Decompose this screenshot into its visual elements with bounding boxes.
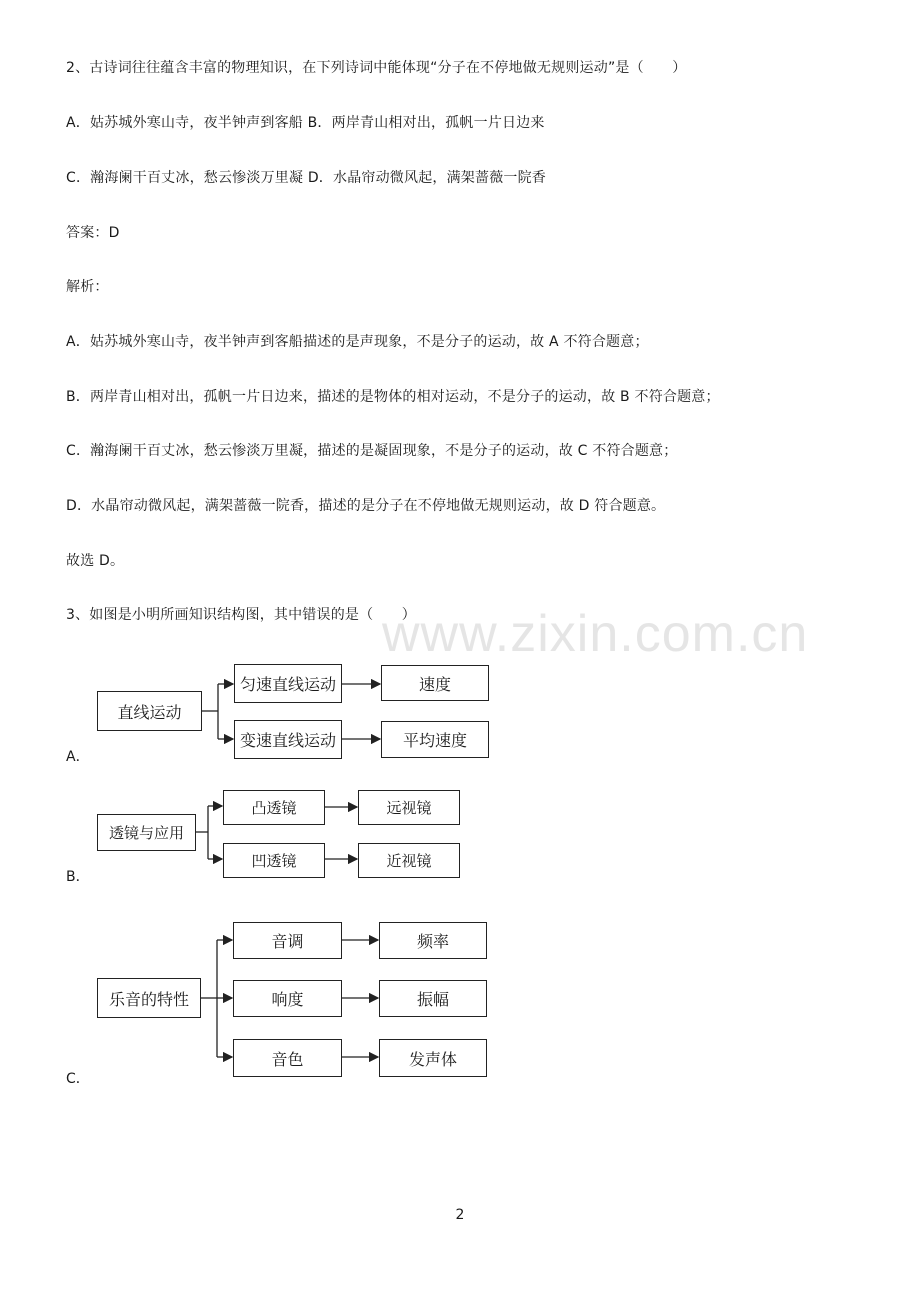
q3-stem: 3、如图是小明所画知识结构图，其中错误的是（ ） [66,607,416,623]
diagram-c-leaf-1: 频率 [379,922,487,959]
q2-analysis-c: C．瀚海阑干百丈冰，愁云惨淡万里凝，描述的是凝固现象，不是分子的运动，故 C 不符合题意； [66,443,678,459]
diagram-b-mid-2: 凹透镜 [223,843,325,878]
diagram-c-leaf-2: 振幅 [379,980,487,1017]
q2-conclusion: 故选 D。 [66,553,125,569]
option-a-label: A． [66,749,90,765]
option-c-label: C． [66,1071,90,1087]
page-number: 2 [455,1207,465,1223]
watermark: www.zixin.com.cn [382,605,809,663]
q2-stem: 2、古诗词往往蕴含丰富的物理知识，在下列诗词中能体现“分子在不停地做无规则运动”是（ ） [66,60,687,76]
q2-options-cd: C．瀚海阑干百丈冰，愁云惨淡万里凝 D．水晶帘动微风起，满架蔷薇一院香 [66,170,547,186]
diagram-b-leaf-2: 近视镜 [358,843,460,878]
q2-options-ab: A．姑苏城外寒山寺，夜半钟声到客船 B．两岸青山相对出，孤帆一片日边来 [66,115,545,131]
diagram-c-mid-3: 音色 [233,1039,342,1077]
diagram-a-mid-1: 匀速直线运动 [234,664,342,703]
q2-analysis-b: B．两岸青山相对出，孤帆一片日边来，描述的是物体的相对运动，不是分子的运动，故 B 不符合题意； [66,389,720,405]
diagram-c-root: 乐音的特性 [97,978,201,1018]
diagram-b-root: 透镜与应用 [97,814,196,851]
diagram-b-leaf-1: 远视镜 [358,790,460,825]
diagram-c-mid-1: 音调 [233,922,342,959]
diagram-a-leaf-1: 速度 [381,665,489,701]
diagram-c-mid-2: 响度 [233,980,342,1017]
diagram-c-leaf-3: 发声体 [379,1039,487,1077]
diagram-a-mid-2: 变速直线运动 [234,720,342,759]
q2-analysis-a: A．姑苏城外寒山寺，夜半钟声到客船描述的是声现象，不是分子的运动，故 A 不符合题意； [66,334,649,350]
option-b-label: B． [66,869,90,885]
diagram-a-root: 直线运动 [97,691,202,731]
q2-analysis-title: 解析： [66,279,109,295]
diagram-a-leaf-2: 平均速度 [381,721,489,758]
q2-analysis-d: D．水晶帘动微风起，满架蔷薇一院香，描述的是分子在不停地做无规则运动，故 D 符合题意。 [66,498,666,514]
q2-answer: 答案：D [66,225,120,241]
diagram-b-mid-1: 凸透镜 [223,790,325,825]
